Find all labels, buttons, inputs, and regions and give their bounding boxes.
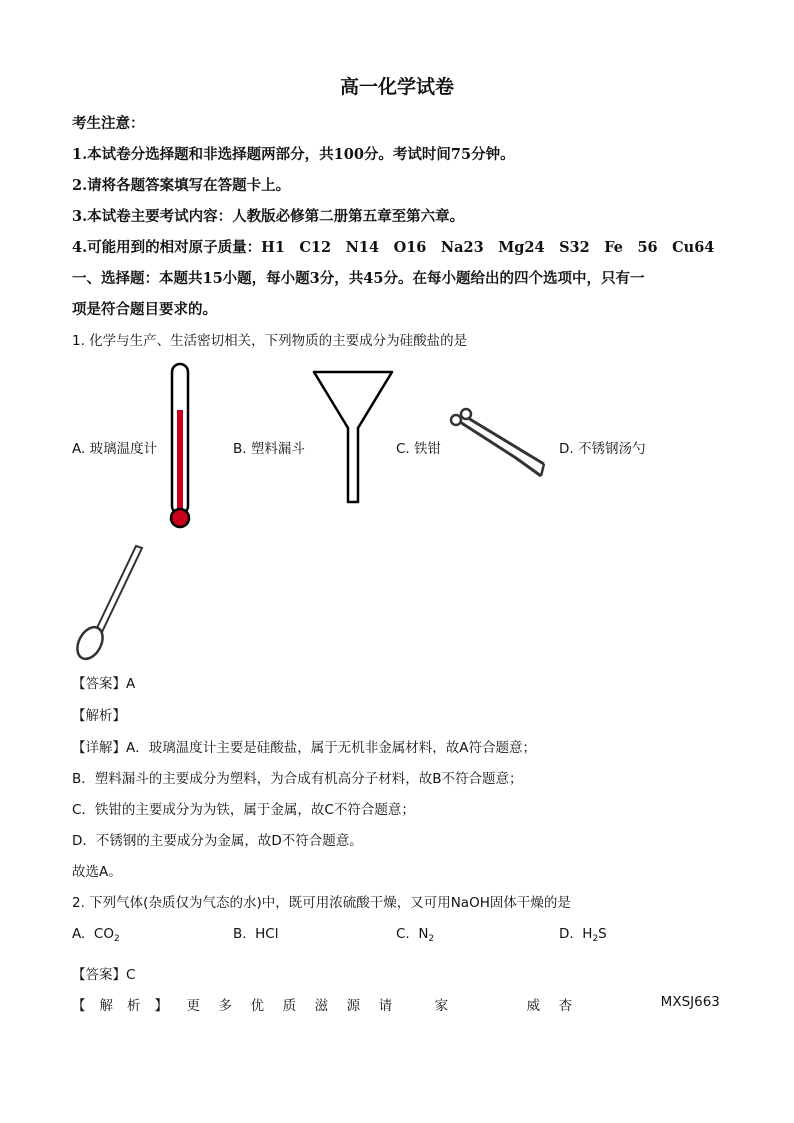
notice-item-2: 2.请将各题答案填写在答题卡上。: [72, 177, 291, 194]
q2-stem: 2. 下列气体(杂质仅为气态的水)中，既可用浓硫酸干燥，又可用NaOH固体干燥的是: [72, 895, 571, 911]
notice-item-1: 1.本试卷分选择题和非选择题两部分，共100分。考试时间75分钟。: [72, 146, 515, 163]
q1-detail-b: B．塑料漏斗的主要成分为塑料，为合成有机高分子材料，故B不符合题意；: [72, 771, 523, 787]
notice-item-4: 4.可能用到的相对原子质量：H1 C12 N14 O16 Na23 Mg24 S32 Fe 56 Cu64: [72, 239, 715, 256]
page-title: 高一化学试卷: [339, 76, 454, 98]
q1-conclusion: 故选A。: [72, 864, 122, 880]
q1-detail-d: D．不锈钢的主要成分为金属，故D不符合题意。: [72, 833, 363, 849]
q2-option-b: B. HCl: [233, 926, 279, 942]
q2-answer: 【答案】C: [72, 967, 136, 983]
q1-option-c: C. 铁钳: [396, 441, 442, 457]
q2-option-a: A. $CO_2$: [72, 926, 120, 944]
q1-option-d: D. 不锈钢汤勺: [559, 441, 646, 457]
q2-option-d: D. $H_2S$: [559, 926, 607, 944]
section-heading-line1: 一、选择题：本题共15小题，每小题3分，共45分。在每小题给出的四个选项中，只有一: [72, 270, 645, 287]
q1-analysis-label: 【解析】: [72, 708, 126, 724]
notice-heading: 考生注意：: [72, 115, 145, 132]
thermometer-icon: [166, 360, 194, 532]
q1-option-a: A. 玻璃温度计: [72, 441, 158, 457]
q1-detail-c: C．铁钳的主要成分为为铁，属于金属，故C不符合题意；: [72, 802, 415, 818]
q1-option-b: B. 塑料漏斗: [233, 441, 305, 457]
q2-analysis-footer: 【 解 析 】 更 多 优 质 滋 源 请 家 威 杏 MXSJ663: [72, 994, 720, 1014]
notice-item-3: 3.本试卷主要考试内容：人教版必修第二册第五章至第六章。: [72, 208, 465, 225]
q1-detail-a: 【详解】A．玻璃温度计主要是硅酸盐，属于无机非金属材料，故A符合题意；: [72, 740, 536, 756]
q1-stem: 1. 化学与生产、生活密切相关，下列物质的主要成分为硅酸盐的是: [72, 333, 468, 349]
q2-option-c: C. $N_2$: [396, 926, 435, 944]
funnel-icon: [310, 368, 396, 508]
spoon-icon: [72, 540, 152, 664]
section-heading-line2: 项是符合题目要求的。: [72, 301, 217, 318]
q1-answer: 【答案】A: [72, 676, 136, 692]
tongs-icon: [446, 406, 550, 482]
